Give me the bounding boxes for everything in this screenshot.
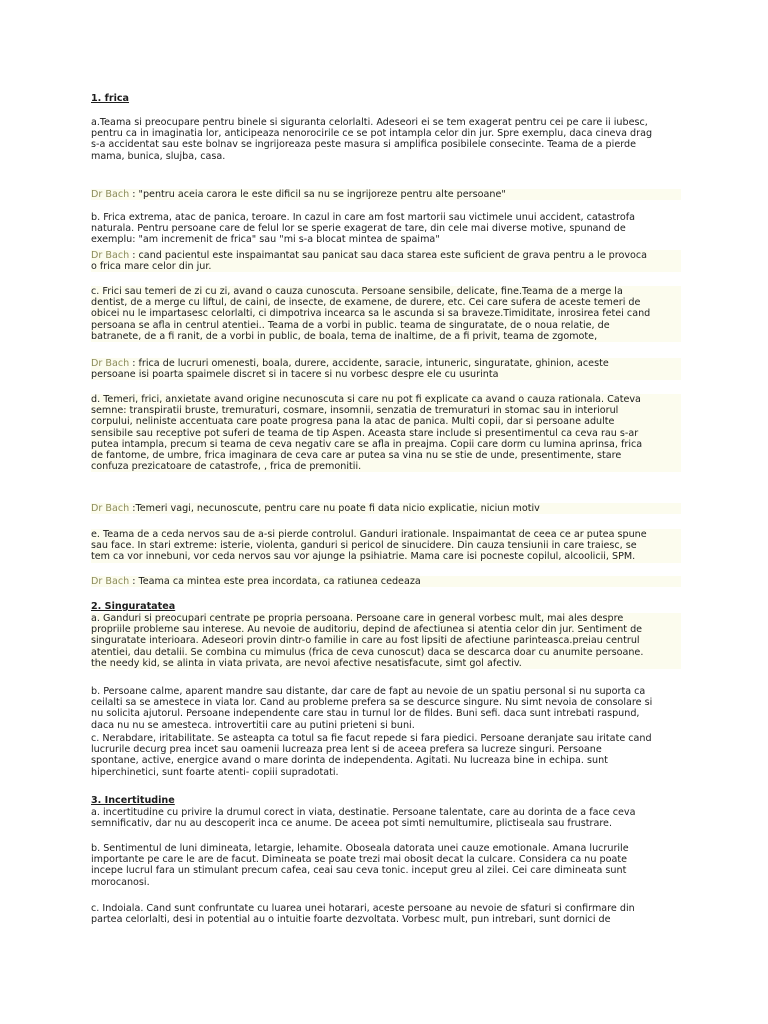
paragraph-1e: e. Teama de a ceda nervos sau de a-si pierde controlul. Ganduri irationale. Inspaimantat de ceea ce ar putea spune sau face. In stari extreme: isterie, violenta, ganduri si pericol de sinucidere. Din cauza tensiunii in care traiesc, se tem ca vor innebuni, vor ceda nervos sau vor ajunge la psihiatrie. Mama care isi pocneste copilul, alcoolicii, SPM. [91,529,681,563]
section-heading-incertitudine: 3. Incertitudine [91,795,175,806]
dr-bach-text: : cand pacientul este inspaimantat sau panicat sau daca starea este suficient de grava pentru a le provoca o frica mare celor din jur. [91,250,648,273]
paragraph-1b: b. Frica extrema, atac de panica, teroare. In cazul in care am fost martorii sau victimele unui accident, catastrofa naturala. Pentru persoane care de felul lor se sperie exagerat de tare, din cele mai diverse motive, spunand de exemplu: "am incremenit de frica" sau "mi s-a blocat mintea de spaima" [91,212,636,246]
dr-bach-text: : "pentru aceia carora le este dificil sa nu se ingrijoreze pentru alte persoane" [129,189,506,200]
dr-bach-quote-2 [91,250,681,272]
dr-bach-label: Dr Bach [91,250,130,261]
dr-bach-quote-1 [91,189,681,200]
dr-bach-text: :Temeri vagi, necunoscute, pentru care nu poate fi data nicio explicatie, niciun motiv [129,503,540,514]
dr-bach-label: Dr Bach [91,189,130,200]
dr-bach-label: Dr Bach [91,358,130,369]
paragraph-2a: a. Ganduri si preocupari centrate pe propria persoana. Persoane care in general vorbesc mult, mai ales despre propriile probleme sau interese. Au nevoie de auditoriu, depind de afectiunea si atentia celor din jur. Sentiment de singuratate interioara. Adeseori provin dintr-o familie in care au fost lipsiti de afectiune parinteasca.preiau centrul atentiei, dau detalii. Se combina cu mimulus (frica de ceva cunoscut) daca se descarca doar cu anumite persoane. the needy kid, se alinta in viata privata, are nevoi afective nesatisfacute, simt gol afectiv. [91,613,681,669]
dr-bach-label: Dr Bach [91,503,130,514]
paragraph-3a: a. incertitudine cu privire la drumul corect in viata, destinatie. Persoane talentate, care au dorinta de a face ceva semnificativ, dar nu au descoperit inca ce anume. De aceea pot simti nemultumire, plictiseala sau frustrare. [91,807,636,830]
paragraph-2c: c. Nerabdare, iritabilitate. Se asteapta ca totul sa fie facut repede si fara piedici. Persoane deranjate sau iritate cand lucrurile decurg prea incet sau oamenii lucreaza prea lent si de aceea prefera sa lucreze singuri. Persoane spontane, active, energice avand o mare dorinta de independenta. Agitati. Nu lucreaza bine in echipa. sunt hiperchinetici, sunt foarte atenti- copiii supradotati. [91,733,652,778]
dr-bach-label: Dr Bach [91,576,130,587]
dr-bach-quote-3 [91,358,681,380]
dr-bach-quote-5 [91,576,681,587]
paragraph-2b: b. Persoane calme, aparent mandre sau distante, dar care de fapt au nevoie de un spatiu personal si nu suporta ca ceilalti sa se amestece in viata lor. Cand au probleme prefera sa se descurce singure. Nu simt nevoia de consolare si nu solicita ajutorul. Persoane independente care stau in turnul lor de fildes. Buni sefi. daca sunt intrebati raspund, daca nu nu se amesteca. introvertitii care au putini prieteni si buni. [91,686,653,731]
paragraph-3c: c. Indoiala. Cand sunt confruntate cu luarea unei hotarari, aceste persoane au nevoie de sfaturi si confirmare din partea celorlalti, desi in potential au o intuitie foarte dezvoltata. Vorbesc mult, pun intrebari, sunt dornici de [91,903,635,926]
paragraph-3b: b. Sentimentul de luni dimineata, letargie, lehamite. Oboseala datorata unei cauze emotionale. Amana lucrurile importante pe care le are de facut. Dimineata se poate trezi mai obosit decat la culcare. Considera ca nu poate incepe lucrul fara un stimulant precum cafea, ceai sau ceva tonic. inceput greu al zilei. Cei care dimineata sunt morocanosi. [91,843,629,888]
dr-bach-quote-4 [91,503,681,514]
dr-bach-text: : Teama ca mintea este prea incordata, ca ratiunea cedeaza [129,576,421,587]
section-heading-singuratatea: 2. Singuratatea [91,601,176,612]
paragraph-1a: a.Teama si preocupare pentru binele si siguranta celorlalti. Adeseori ei se tem exagerat pentru cei pe care ii iubesc, pentru ca in imaginatia lor, anticipeaza nenorocirile ce se pot intampla celor din jur. Spre exemplu, daca cineva drag s-a accidentat sau este bolnav se ingrijoreaza peste masura si amplifica posibilele consecinte. Teama de a pierde mama, bunica, slujba, casa. [91,117,653,162]
document-page [91,0,681,1024]
dr-bach-text: : frica de lucruri omenesti, boala, durere, accidente, saracie, intuneric, singuratate, ghinion, aceste persoane isi poarta spaimele discret si in tacere si nu vorbesc despre ele cu usurinta [91,358,609,381]
section-heading-frica: 1. frica [91,93,130,104]
paragraph-1d: d. Temeri, frici, anxietate avand origine necunoscuta si care nu pot fi explicate ca avand o cauza rationala. Cateva semne: transpiratii bruste, tremuraturi, cosmare, insomnii, senzatia de tremuraturi in stomac sau in interiorul corpului, neliniste accentuata care poate progresa pana la atac de panica. Multi copii, dar si persoane adulte sensibile sau receptive pot suferi de teama de tip Aspen. Aceasta stare include si presentimentul ca ceva rau s-ar putea intampla, precum si teama de ceva negativ care se afla in preajma. Copii care dorm cu lumina aprinsa, frica de fantome, de umbre, frica imaginara de ceva care ar putea sa vina nu se stie de unde, presentimente, stare confuza prezicatoare de catastrofe, , frica de premonitii. [91,394,681,472]
paragraph-1c: c. Frici sau temeri de zi cu zi, avand o cauza cunoscuta. Persoane sensibile, delicate, fine.Teama de a merge la dentist, de a merge cu liftul, de caini, de insecte, de examene, de durere, etc. Cei care sufera de aceste temeri de obicei nu le impartasesc celorlalti, ci dimpotriva incearca sa le ascunda si sa braveze.Timiditate, inrosirea fetei cand persoana se afla in centrul atentiei.. Teama de a vorbi in public. teama de singuratate, de o noua relatie, de batranete, de a fi ranit, de a vorbi in public, de boala, tema de inaltime, de a fi privit, teama de zgomote, [91,286,681,342]
